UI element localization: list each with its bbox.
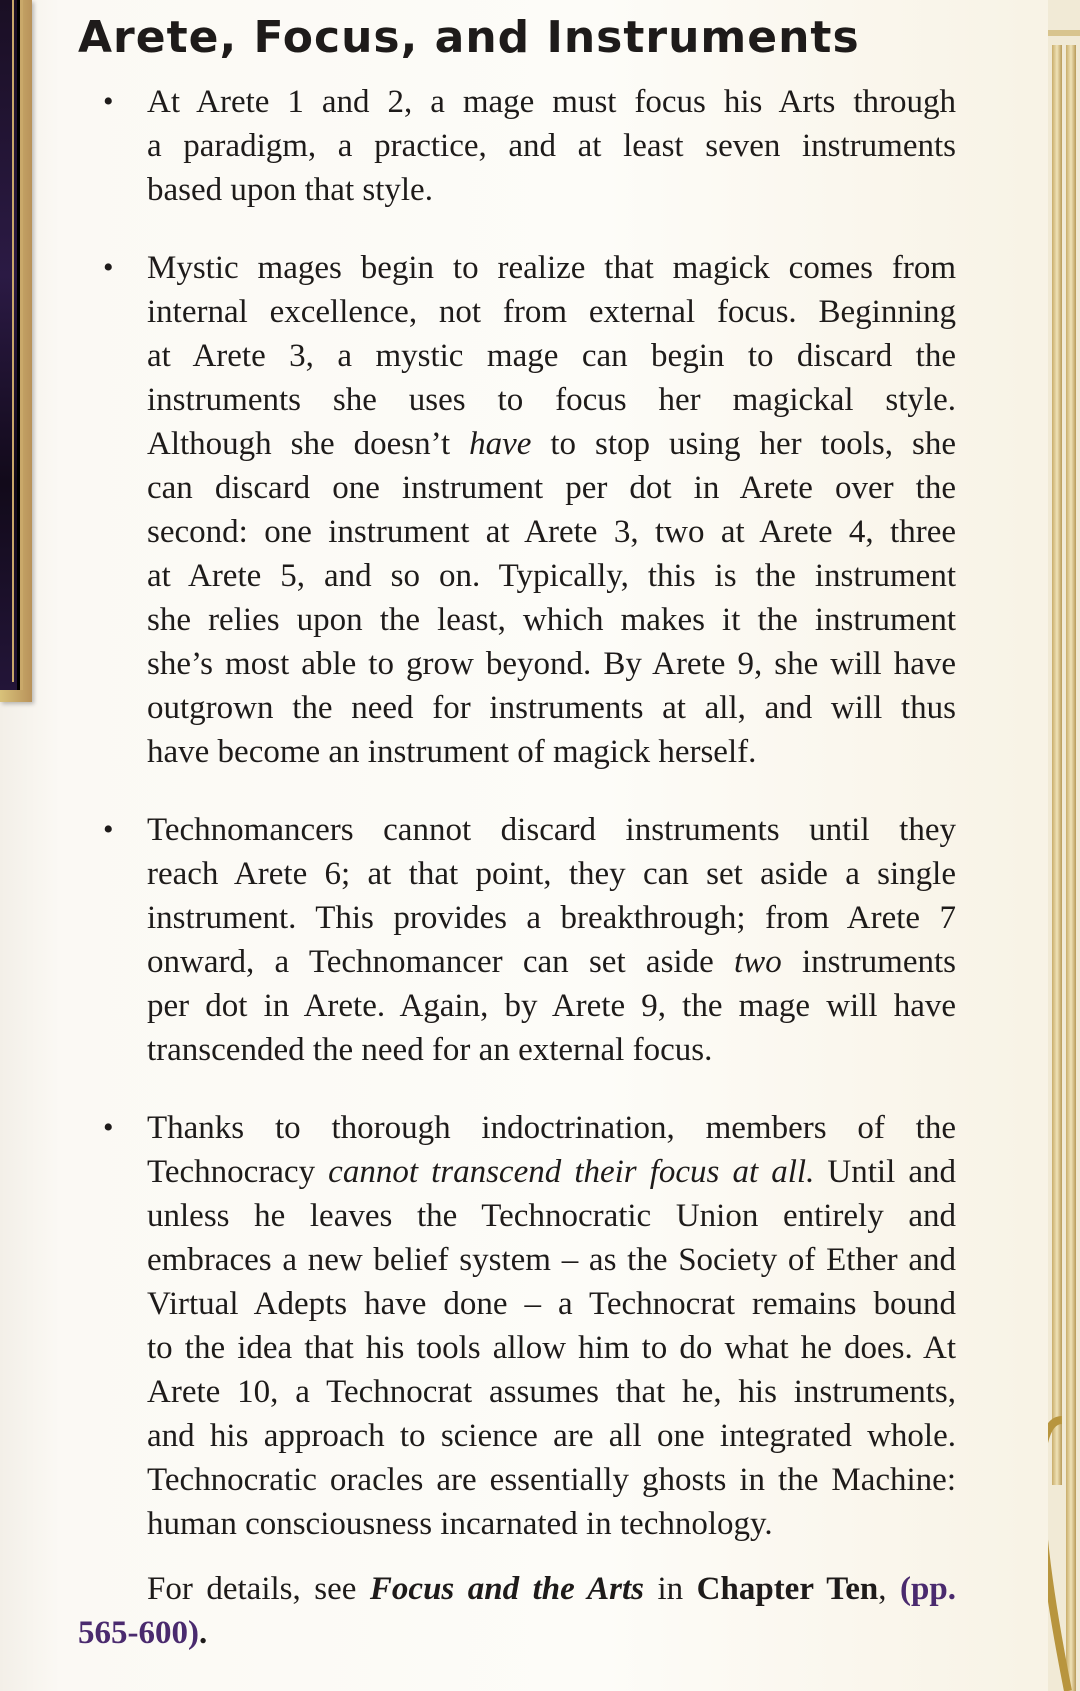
text-segment: internal excellence, not from external focus. Beginning <box>147 294 956 330</box>
text-line <box>147 1326 956 1370</box>
text-line <box>147 852 956 896</box>
article-body <box>0 80 1080 1655</box>
text-line <box>147 422 956 466</box>
emphasized-text: Chapter Ten <box>696 1571 879 1607</box>
text-segment: a paradigm, a practice, and at least seven instruments <box>147 128 956 164</box>
text-line <box>147 1458 956 1502</box>
text-line <box>147 466 956 510</box>
text-line <box>147 686 956 730</box>
text-segment: Until and <box>814 1154 957 1190</box>
text-line <box>78 1611 887 1655</box>
text-segment: in <box>643 1571 697 1607</box>
text-segment: at Arete 3, a mystic mage can begin to discard the <box>147 338 956 374</box>
text-segment: Technocratic oracles are essentially ghosts in the Machine: <box>147 1462 956 1498</box>
text-line <box>147 1150 956 1194</box>
text-segment: based upon that style. <box>147 172 433 208</box>
emphasized-text: have <box>469 426 532 462</box>
bullet-item <box>0 1106 1080 1546</box>
text-segment: unless he leaves the Technocratic Union entirely and <box>147 1198 956 1234</box>
text-segment: Virtual Adepts have done – a Technocrat remains bound <box>147 1286 956 1322</box>
text-line <box>147 1028 956 1072</box>
emphasized-text: Focus and the Arts <box>369 1571 644 1607</box>
text-segment: she’s most able to grow beyond. By Arete 9, she will have <box>147 646 956 682</box>
text-segment: Arete 10, a Technocrat assumes that he, his instruments, <box>147 1374 956 1410</box>
text-line <box>147 290 956 334</box>
page-reference-link[interactable]: 565-600) <box>78 1615 199 1651</box>
bullet-icon: • <box>103 1111 114 1144</box>
text-line <box>147 642 956 686</box>
text-line <box>147 1106 956 1150</box>
text-line <box>147 246 956 290</box>
text-line <box>147 168 956 212</box>
text-segment: reach Arete 6; at that point, they can set aside a single <box>147 856 956 892</box>
text-line <box>147 1370 956 1414</box>
bullet-icon: • <box>103 251 114 284</box>
text-line <box>147 598 956 642</box>
text-segment: instruments <box>781 944 956 980</box>
text-line <box>147 510 956 554</box>
text-segment: instruments she uses to focus her magickal style. <box>147 382 956 418</box>
text-segment: instrument. This provides a breakthrough; from Arete 7 <box>147 900 956 936</box>
text-segment: per dot in Arete. Again, by Arete 9, the mage will have <box>147 988 956 1024</box>
text-segment: Mystic mages begin to realize that magick comes from <box>147 250 956 286</box>
text-line <box>147 554 956 598</box>
text-line <box>147 80 956 124</box>
text-segment: can discard one instrument per dot in Arete over the <box>147 470 956 506</box>
text-line <box>147 124 956 168</box>
text-line <box>147 378 956 422</box>
section-heading: Arete, Focus, and Instruments <box>78 12 860 63</box>
text-segment: , <box>878 1571 901 1607</box>
text-segment: onward, a Technomancer can set aside <box>147 944 735 980</box>
text-line <box>147 334 956 378</box>
text-segment: Technocracy <box>147 1154 329 1190</box>
text-segment: outgrown the need for instruments at all, and will thus <box>147 690 956 726</box>
text-segment: embraces a new belief system – as the Society of Ether and <box>147 1242 956 1278</box>
bullet-item <box>0 246 1080 774</box>
text-segment: to the idea that his tools allow him to do what he does. At <box>147 1330 956 1366</box>
text-line <box>147 896 956 940</box>
text-segment: to stop using her tools, she <box>531 426 956 462</box>
text-segment: at Arete 5, and so on. Typically, this is the instrument <box>147 558 956 594</box>
text-segment: and his approach to science are all one integrated whole. <box>147 1418 956 1454</box>
text-line <box>147 1414 956 1458</box>
text-segment: she relies upon the least, which makes it the instrument <box>147 602 956 638</box>
text-line <box>147 1282 956 1326</box>
emphasized-text: cannot transcend their focus at all. <box>328 1154 815 1190</box>
page-reference-link[interactable]: (pp. <box>900 1571 956 1607</box>
text-segment: second: one instrument at Arete 3, two at Arete 4, three <box>147 514 956 550</box>
text-line <box>147 1502 956 1546</box>
text-line <box>147 730 956 774</box>
text-line <box>147 1567 956 1611</box>
text-line <box>147 940 956 984</box>
text-line <box>147 1194 956 1238</box>
text-line <box>147 984 956 1028</box>
text-segment: transcended the need for an external focus. <box>147 1032 713 1068</box>
text-segment: For details, see <box>147 1571 370 1607</box>
text-segment: Technomancers cannot discard instruments until they <box>147 812 956 848</box>
text-segment: At Arete 1 and 2, a mage must focus his Arts through <box>147 84 956 120</box>
emphasized-text: . <box>198 1615 208 1651</box>
text-segment: human consciousness incarnated in technology. <box>147 1506 773 1542</box>
text-segment: Although she doesn’t <box>147 426 470 462</box>
bullet-icon: • <box>103 813 114 846</box>
bullet-icon: • <box>103 85 114 118</box>
text-line <box>147 1238 956 1282</box>
text-line <box>147 808 956 852</box>
emphasized-text: two <box>734 944 782 980</box>
bullet-item <box>0 80 1080 212</box>
bullet-item <box>0 808 1080 1072</box>
text-segment: have become an instrument of magick herself. <box>147 734 757 770</box>
cross-reference-paragraph <box>0 1567 1080 1655</box>
text-segment: Thanks to thorough indoctrination, members of the <box>147 1110 956 1146</box>
